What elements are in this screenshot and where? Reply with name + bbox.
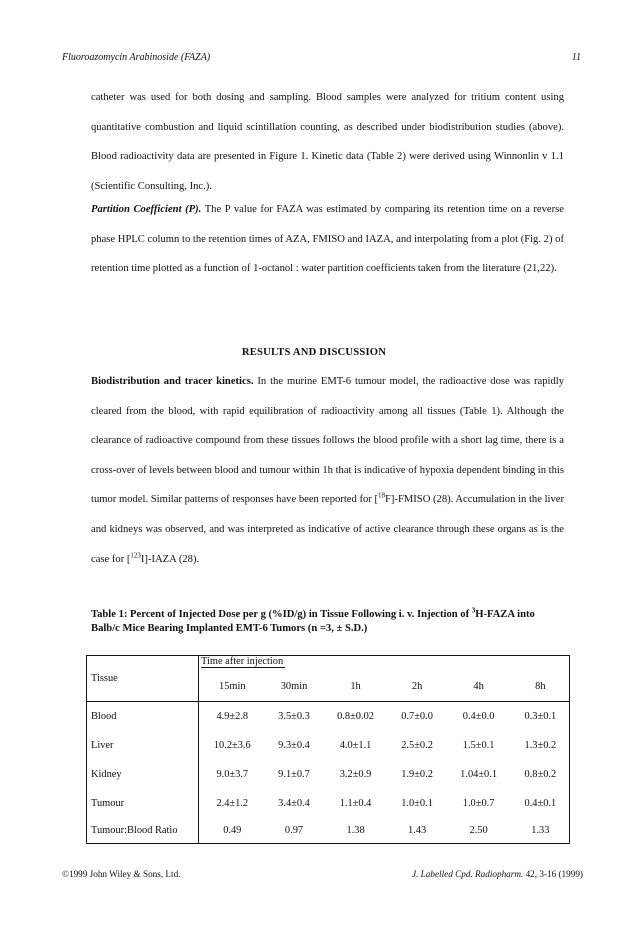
- table-cell: 2.50: [446, 818, 512, 844]
- section-heading: RESULTS AND DISCUSSION: [241, 347, 387, 358]
- table-cell: 0.7±0.0: [401, 711, 433, 722]
- superscript: 3: [471, 606, 476, 615]
- table-cell: 0.8±0.02: [337, 711, 374, 722]
- table-cell: 1.33: [512, 818, 570, 844]
- paragraph-body: The P value for FAZA was estimated by comparing its retention time on a reverse phase HPLC column to the retention times of AZA, FMISO and IAZA, and interpolating from a plot (Fig. 2) of retention time plotted as a function of 1-octanol : water partition coefficients taken from the literature (21,22).: [91, 204, 564, 275]
- table-header-row: [87, 656, 570, 673]
- table-cell: 0.4±0.1: [512, 789, 570, 818]
- table-cell: 1.38: [322, 818, 388, 844]
- table-cell: 0.3±0.1: [512, 702, 570, 732]
- table-cell: 0.8±0.2: [512, 760, 570, 789]
- paragraph-body: In the murine EMT-6 tumour model, the radioactive dose was rapidly cleared from the blood, with rapid equilibration of radioactivity among all tissues (Table 1). Although the clearance of radioactive compound from these tissues follows the blood profile with a short lag time, there is a cross-over of levels between blood and tumour within 1h that is indicative of hypoxia dependent binding in this tumor model. Similar patterns of responses have been reported for [: [91, 376, 564, 506]
- table-cell: 1.5±0.1: [462, 740, 495, 751]
- time-header-label: Time after injection: [201, 656, 284, 667]
- paragraph-body: I]-IAZA (28).: [140, 553, 200, 565]
- column-header: 8h: [512, 672, 570, 702]
- table-cell: 10.2±3.6: [213, 740, 251, 751]
- table-cell: 0.49: [199, 818, 266, 844]
- data-table: [86, 655, 570, 844]
- paragraph-body: F]-FMISO (28). Accumulation in the liver and kidneys was observed, and was interpreted as indicative of active clearance through these organs as is the case for [: [91, 494, 564, 565]
- table-caption: [91, 608, 566, 636]
- table-cell: 9.0±3.7: [216, 769, 249, 780]
- copyright-notice: ©1999 John Wiley & Sons, Ltd.: [62, 869, 181, 879]
- column-header: 2h: [389, 672, 446, 702]
- table-cell: 1.9±0.2: [401, 769, 433, 780]
- table-cell: 3.2±0.9: [339, 769, 372, 780]
- row-label: Blood: [87, 702, 199, 732]
- table-cell: 2.5±0.2: [401, 740, 433, 751]
- row-label: Liver: [87, 731, 199, 760]
- table-row: [87, 731, 570, 760]
- table-cell: 9.3±0.4: [278, 740, 310, 751]
- paragraph-partition-coefficient: [91, 195, 564, 284]
- paragraph-heading: Biodistribution and tracer kinetics.: [91, 376, 254, 387]
- table-cell: 0.97: [266, 818, 323, 844]
- journal-citation: [412, 869, 583, 879]
- table-cell: 1.43: [389, 818, 446, 844]
- paragraph-heading: Partition Coefficient (P).: [91, 204, 202, 215]
- column-header: 30min: [266, 672, 323, 702]
- table-cell: 2.4±1.2: [216, 798, 249, 809]
- paragraph-biodistribution: [91, 367, 564, 574]
- caption-text: Table 1: Percent of Injected Dose per g (%ID/g) in Tissue Following i. v. Injection of: [91, 609, 472, 620]
- table-cell: 3.5±0.3: [278, 711, 310, 722]
- volume-pages: 42, 3-16 (1999): [523, 869, 583, 879]
- journal-name: J. Labelled Cpd. Radiopharm.: [412, 869, 524, 879]
- table-cell: 1.04±0.1: [460, 769, 498, 780]
- tissue-header: Tissue: [87, 656, 199, 702]
- caption-text: H-FAZA into Balb/c Mice Bearing Implanted EMT-6 Tumors (n =3, ± S.D.): [91, 609, 535, 634]
- table-cell: 4.9±2.8: [216, 711, 249, 722]
- table-cell: 0.4±0.0: [462, 711, 495, 722]
- column-header: 1h: [322, 672, 388, 702]
- row-label: Tumour: [87, 789, 199, 818]
- table-cell: 3.4±0.4: [278, 798, 310, 809]
- table-row: [87, 818, 570, 844]
- column-header: 15min: [199, 672, 266, 702]
- table-cell: 1.0±0.7: [462, 798, 495, 809]
- table-cell: 1.3±0.2: [512, 731, 570, 760]
- table-row: [87, 702, 570, 732]
- running-title: Fluoroazomycin Arabinoside (FAZA): [62, 52, 211, 63]
- time-header: [199, 656, 570, 673]
- table-row: [87, 789, 570, 818]
- table-cell: 9.1±0.7: [278, 769, 310, 780]
- table-cell: 4.0±1.1: [339, 740, 372, 751]
- page-number: 11: [571, 52, 581, 63]
- table-cell: 1.1±0.4: [339, 798, 372, 809]
- table-cell: 1.0±0.1: [401, 798, 433, 809]
- row-label: Tumour:Blood Ratio: [87, 818, 199, 844]
- column-header: 4h: [446, 672, 512, 702]
- row-label: Kidney: [87, 760, 199, 789]
- paragraph-methods-blood: catheter was used for both dosing and sampling. Blood samples were analyzed for tritium content using quantitative combustion and liquid scintillation counting, as described under biodistribution studies (above). Blood radioactivity data are presented in Figure 1. Kinetic data (Table 2) were derived using Winnonlin v 1.1 (Scientific Consulting, Inc.).: [91, 92, 564, 192]
- table-row: [87, 760, 570, 789]
- superscript: 18: [378, 491, 386, 500]
- superscript: 123: [130, 551, 141, 560]
